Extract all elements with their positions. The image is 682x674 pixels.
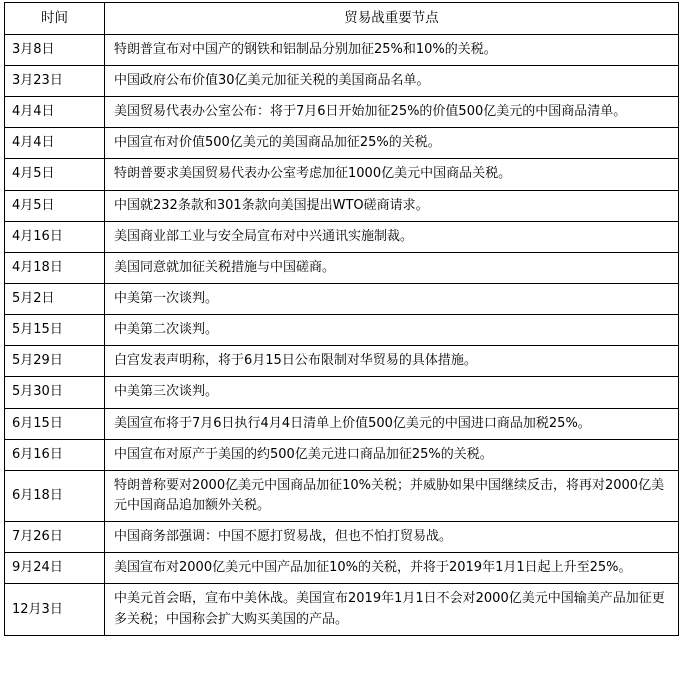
- table-row: [5, 128, 679, 159]
- table-row: [5, 34, 679, 65]
- table-row: [5, 408, 679, 439]
- cell-date: 4月18日: [5, 252, 105, 283]
- table-row: [5, 66, 679, 97]
- column-header-event: 贸易战重要节点: [105, 3, 679, 35]
- cell-event: 美国商业部工业与安全局宣布对中兴通讯实施制裁。: [105, 221, 679, 252]
- table-row: [5, 377, 679, 408]
- table-row: [5, 439, 679, 470]
- cell-date: 5月2日: [5, 284, 105, 315]
- table-row: [5, 346, 679, 377]
- trade-war-timeline-table: [4, 2, 679, 636]
- cell-date: 4月5日: [5, 190, 105, 221]
- cell-event: 中国商务部强调：中国不愿打贸易战，但也不怕打贸易战。: [105, 522, 679, 553]
- cell-date: 5月15日: [5, 315, 105, 346]
- cell-date: 4月5日: [5, 159, 105, 190]
- cell-event: 中美第二次谈判。: [105, 315, 679, 346]
- cell-date: 4月4日: [5, 128, 105, 159]
- table-row: [5, 97, 679, 128]
- table-row: [5, 190, 679, 221]
- cell-date: 3月23日: [5, 66, 105, 97]
- cell-date: 3月8日: [5, 34, 105, 65]
- table-header-row: [5, 3, 679, 35]
- cell-event: 中国宣布对价值500亿美元的美国商品加征25%的关税。: [105, 128, 679, 159]
- cell-date: 5月30日: [5, 377, 105, 408]
- cell-date: 12月3日: [5, 584, 105, 635]
- table-row: [5, 252, 679, 283]
- cell-date: 6月16日: [5, 439, 105, 470]
- table-header: [5, 3, 679, 35]
- cell-event: 特朗普宣布对中国产的钢铁和铝制品分别加征25%和10%的关税。: [105, 34, 679, 65]
- cell-event: 美国宣布对2000亿美元中国产品加征10%的关税，并将于2019年1月1日起上升至25%。: [105, 553, 679, 584]
- cell-event: 中美第三次谈判。: [105, 377, 679, 408]
- column-header-date: 时间: [5, 3, 105, 35]
- cell-date: 4月16日: [5, 221, 105, 252]
- cell-event: 中国就232条款和301条款向美国提出WTO磋商请求。: [105, 190, 679, 221]
- cell-event: 特朗普称要对2000亿美元中国商品加征10%关税；并威胁如果中国继续反击，将再对2000亿美元中国商品追加额外关税。: [105, 470, 679, 521]
- cell-event: 美国贸易代表办公室公布：将于7月6日开始加征25%的价值500亿美元的中国商品清单。: [105, 97, 679, 128]
- table-row: [5, 315, 679, 346]
- table-row: [5, 159, 679, 190]
- cell-event: 中美元首会晤，宣布中美休战。美国宣布2019年1月1日不会对2000亿美元中国输美产品加征更多关税；中国称会扩大购买美国的产品。: [105, 584, 679, 635]
- cell-date: 7月26日: [5, 522, 105, 553]
- table-row: [5, 470, 679, 521]
- cell-event: 白宫发表声明称，将于6月15日公布限制对华贸易的具体措施。: [105, 346, 679, 377]
- cell-event: 中国宣布对原产于美国的约500亿美元进口商品加征25%的关税。: [105, 439, 679, 470]
- cell-date: 5月29日: [5, 346, 105, 377]
- cell-event: 中国政府公布价值30亿美元加征关税的美国商品名单。: [105, 66, 679, 97]
- table-row: [5, 553, 679, 584]
- cell-date: 4月4日: [5, 97, 105, 128]
- cell-date: 9月24日: [5, 553, 105, 584]
- cell-date: 6月18日: [5, 470, 105, 521]
- table-body: [5, 34, 679, 635]
- cell-date: 6月15日: [5, 408, 105, 439]
- cell-event: 特朗普要求美国贸易代表办公室考虑加征1000亿美元中国商品关税。: [105, 159, 679, 190]
- cell-event: 美国宣布将于7月6日执行4月4日清单上价值500亿美元的中国进口商品加税25%。: [105, 408, 679, 439]
- table-row: [5, 584, 679, 635]
- cell-event: 美国同意就加征关税措施与中国磋商。: [105, 252, 679, 283]
- table-row: [5, 522, 679, 553]
- table-row: [5, 284, 679, 315]
- table-row: [5, 221, 679, 252]
- cell-event: 中美第一次谈判。: [105, 284, 679, 315]
